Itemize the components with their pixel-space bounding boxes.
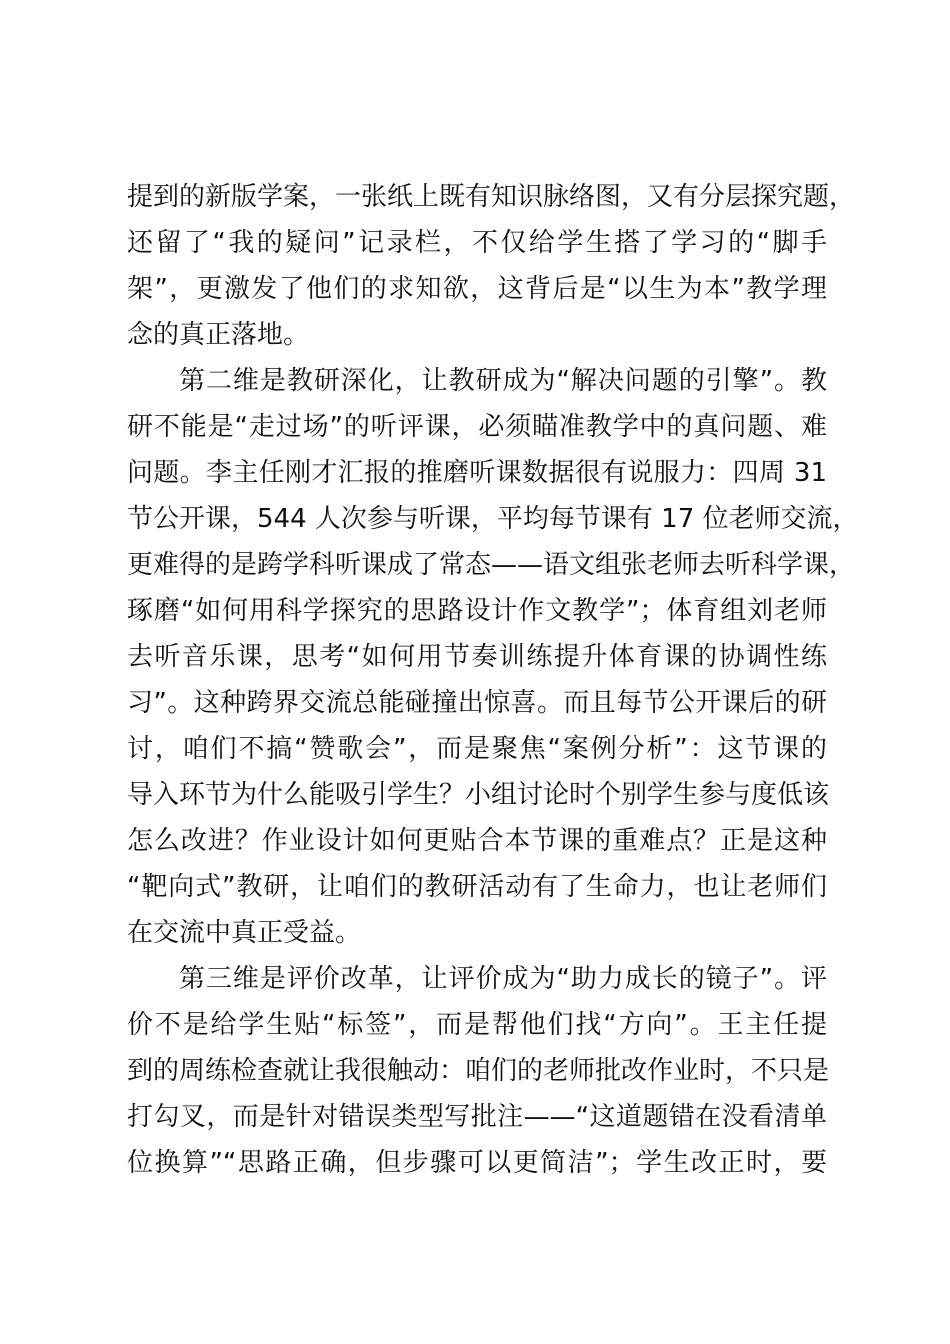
- text-line: 讨，咱们不搞“赞歌会”，而是聚焦“案例分析”：这节课的: [127, 734, 827, 764]
- text-line: 怎么改进？作业设计如何更贴合本节课的重难点？正是这种: [127, 826, 827, 856]
- text-line: 位换算”“思路正确，但步骤可以更简洁”；学生改正时，要: [127, 1148, 827, 1178]
- paragraph-2: [127, 358, 859, 956]
- text-line: 还留了“我的疑问”记录栏，不仅给学生搭了学习的“脚手: [127, 228, 827, 258]
- text-line: 更难得的是跨学科听课成了常态——语文组张老师去听科学课，: [127, 550, 856, 580]
- text-line: “靶向式”教研，让咱们的教研活动有了生命力，也让老师们: [127, 872, 827, 902]
- body-text: [127, 174, 859, 1186]
- text-line: 去听音乐课，思考“如何用节奏训练提升体育课的协调性练: [127, 642, 827, 672]
- text-line: 价不是给学生贴“标签”，而是帮他们找“方向”。王主任提: [127, 1010, 827, 1040]
- text-line: 念的真正落地。: [127, 320, 310, 350]
- text-line: 第二维是教研深化，让教研成为“解决问题的引擎”。教: [179, 366, 827, 396]
- paragraph-1: [127, 174, 856, 358]
- text-line: 在交流中真正受益。: [127, 918, 362, 948]
- text-line: 问题。李主任刚才汇报的推磨听课数据很有说服力：四周 31: [127, 458, 827, 488]
- paragraph-3: [127, 956, 830, 1186]
- text-line: 研不能是“走过场”的听评课，必须瞄准教学中的真问题、难: [127, 412, 827, 442]
- text-line: 导入环节为什么能吸引学生？小组讨论时个别学生参与度低该: [127, 780, 830, 810]
- text-line: 习”。这种跨界交流总能碰撞出惊喜。而且每节公开课后的研: [127, 688, 827, 718]
- text-line: 第三维是评价改革，让评价成为“助力成长的镜子”。评: [179, 964, 827, 994]
- text-line: 提到的新版学案，一张纸上既有知识脉络图，又有分层探究题，: [127, 182, 856, 212]
- text-line: 节公开课，544 人次参与听课，平均每节课有 17 位老师交流，: [127, 504, 859, 534]
- text-line: 打勾叉，而是针对错误类型写批注——“这道题错在没看清单: [127, 1102, 827, 1132]
- text-line: 架”，更激发了他们的求知欲，这背后是“以生为本”教学理: [127, 274, 827, 304]
- text-line: 到的周练检查就让我很触动：咱们的老师批改作业时，不只是: [127, 1056, 830, 1086]
- text-line: 琢磨“如何用科学探究的思路设计作文教学”；体育组刘老师: [127, 596, 827, 626]
